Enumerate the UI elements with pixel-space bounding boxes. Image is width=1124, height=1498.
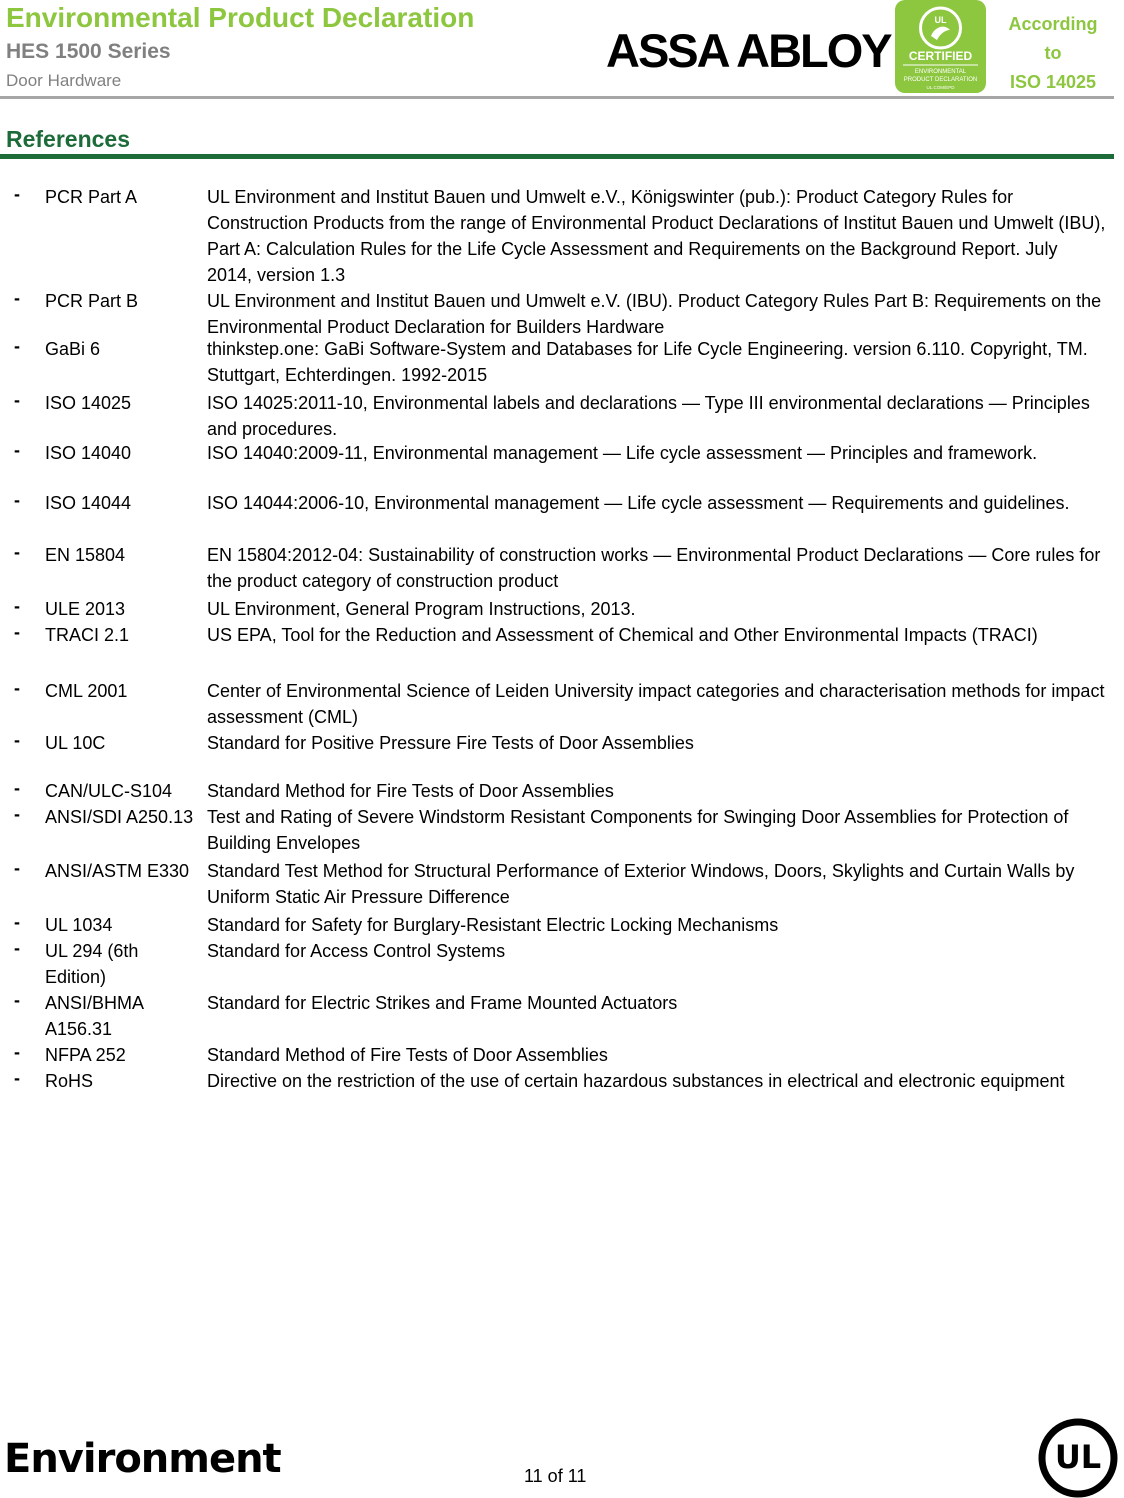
according-to-iso [994,10,1112,97]
reference-description: Directive on the restriction of the use of certain hazardous substances in electrical and electronic equipment [207,1071,1065,1091]
reference-description: Standard for Electric Strikes and Frame Mounted Actuators [207,993,678,1013]
reference-code: ISO 14040 [45,443,132,463]
reference-code: UL 294 (6th Edition) [45,941,139,987]
ul-logo-text: UL [1054,1438,1102,1476]
badge-ul-mark: UL [934,15,947,25]
according-line2: to [1044,43,1062,63]
reference-description: Center of Environmental Science of Leiden University impact categories and characterisation methods for impact assessment (CML) [207,681,1105,727]
reference-description: UL Environment and Institut Bauen und Umwelt e.V., Königswinter (pub.): Product Category Rules for Construction Products from the range of Environmental Product Declarations of Institut Bauen und Umwelt (IBU), Part A: Calculation Rules for the Life Cycle Assessment and Requirements on the Background Report. July 2014, version 1.3 [207,187,1106,285]
bullet-dash: - [14,990,20,1010]
page-number: 11 of 11 [524,1466,587,1486]
reference-code: UL 1034 [45,915,113,935]
product-category: Door Hardware [6,71,122,90]
badge-line2: PRODUCT DECLARATION [903,77,978,83]
bullet-dash: - [14,938,20,958]
bullet-dash: - [14,730,20,750]
according-line1: According [1008,14,1098,34]
reference-code: CAN/ULC-S104 [45,781,173,801]
bullet-dash: - [14,1042,20,1062]
reference-description: Standard for Safety for Burglary-Resistant Electric Locking Mechanisms [207,915,779,935]
bullet-dash: - [14,440,20,460]
badge-url: UL.COM/EPD [926,85,955,90]
reference-code: ANSI/ASTM E330 [45,861,190,881]
reference-code: ANSI/BHMA A156.31 [45,993,144,1039]
reference-code: PCR Part A [45,187,138,207]
bullet-dash: - [14,336,20,356]
reference-code: RoHS [45,1071,94,1091]
reference-code: TRACI 2.1 [45,625,130,645]
reference-description: Standard for Access Control Systems [207,941,506,961]
bullet-dash: - [14,596,20,616]
reference-code: ANSI/SDI A250.13 [45,807,194,827]
reference-description: ISO 14025:2011-10, Environmental labels and declarations — Type III environmental declarations — Principles and procedures. [207,393,1090,439]
ul-certified-epd-badge [895,0,986,93]
bullet-dash: - [14,542,20,562]
document-title: Environmental Product Declaration [6,2,475,33]
reference-description: Standard Test Method for Structural Performance of Exterior Windows, Doors, Skylights and Curtain Walls by Uniform Static Air Pressure Difference [207,861,1075,907]
reference-code: EN 15804 [45,545,126,565]
environment-footer-label: Environment [4,1436,281,1482]
reference-code: CML 2001 [45,681,128,701]
section-title: References [6,126,131,152]
reference-code: NFPA 252 [45,1045,126,1065]
reference-code: ULE 2013 [45,599,126,619]
reference-description: UL Environment, General Program Instructions, 2013. [207,599,636,619]
bullet-dash: - [14,778,20,798]
reference-description: ISO 14040:2009-11, Environmental management — Life cycle assessment — Principles and framework. [207,443,1038,463]
section-divider [0,154,1114,159]
reference-description: ISO 14044:2006-10, Environmental management — Life cycle assessment — Requirements and guidelines. [207,493,1070,513]
bullet-dash: - [14,184,20,204]
bullet-dash: - [14,622,20,642]
reference-code: GaBi 6 [45,339,101,359]
reference-description: Standard Method of Fire Tests of Door Assemblies [207,1045,608,1065]
according-line3: ISO 14025 [1009,72,1097,92]
badge-line1: ENVIRONMENTAL [914,69,967,75]
reference-code: ISO 14025 [45,393,132,413]
bullet-dash: - [14,390,20,410]
bullet-dash: - [14,804,20,824]
reference-description: UL Environment and Institut Bauen und Umwelt e.V. (IBU). Product Category Rules Part B: Requirements on the Environmental Product Declaration for Builders Hardware [207,291,1102,337]
reference-description: thinkstep.one: GaBi Software-System and Databases for Life Cycle Engineering. version 6.110. Copyright, TM. Stuttgart, Echterdingen. 1992-2015 [207,339,1088,385]
reference-code: PCR Part B [45,291,139,311]
reference-code: ISO 14044 [45,493,132,513]
reference-code: UL 10C [45,733,106,753]
reference-description: Standard Method for Fire Tests of Door Assemblies [207,781,614,801]
header-divider [0,96,1114,99]
bullet-dash: - [14,288,20,308]
bullet-dash: - [14,858,20,878]
reference-description: EN 15804:2012-04: Sustainability of construction works — Environmental Product Declarations — Core rules for the product category of construction product [207,545,1101,591]
bullet-dash: - [14,678,20,698]
reference-description: Test and Rating of Severe Windstorm Resistant Components for Swinging Door Assemblies for Protection of Building Envelopes [207,807,1069,853]
product-series: HES 1500 Series [6,40,171,63]
badge-certified-label: CERTIFIED [908,49,973,63]
bullet-dash: - [14,1068,20,1088]
assa-abloy-logo: ASSA ABLOY [606,24,891,77]
reference-description: Standard for Positive Pressure Fire Tests of Door Assemblies [207,733,694,753]
ul-logo-icon [1038,1418,1118,1498]
reference-description: US EPA, Tool for the Reduction and Assessment of Chemical and Other Environmental Impacts (TRACI) [207,625,1038,645]
bullet-dash: - [14,490,20,510]
bullet-dash: - [14,912,20,932]
